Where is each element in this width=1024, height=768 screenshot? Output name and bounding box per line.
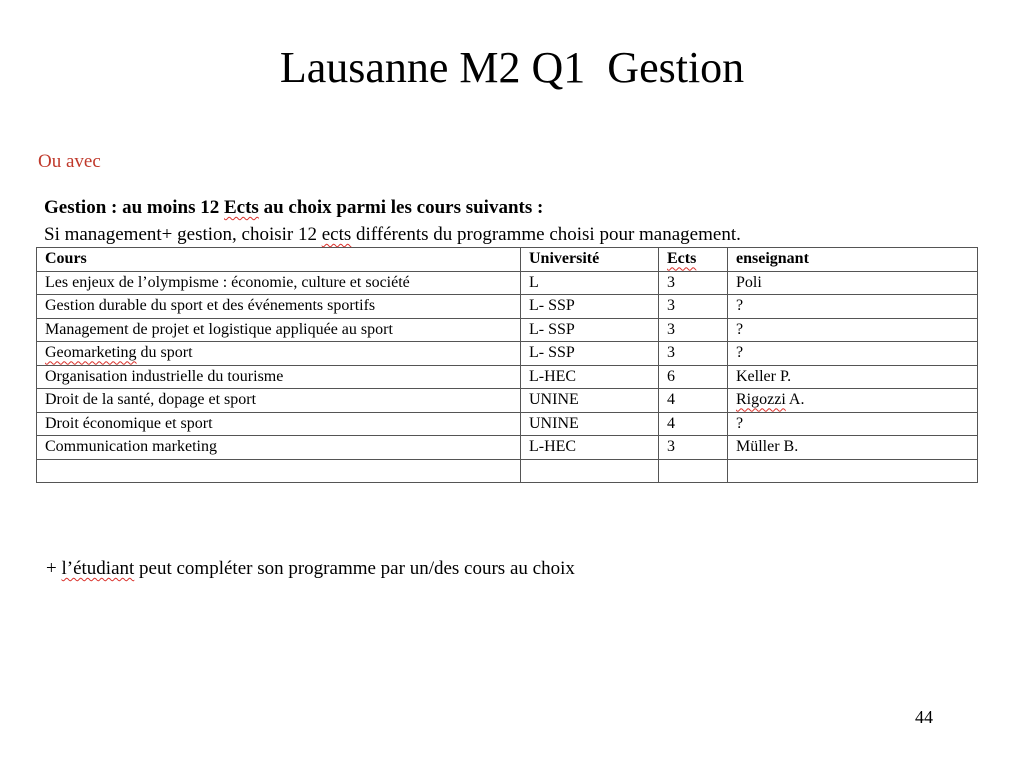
slide-title: Lausanne M2 Q1 Gestion [279, 43, 745, 92]
cell-cours [37, 389, 521, 413]
table-row [37, 412, 978, 436]
cell-cours-text: Droit économique et sport [45, 414, 213, 432]
footer-note [46, 557, 575, 581]
column-header-ects-text: Ects [667, 250, 697, 268]
column-header-universite: Université [521, 248, 659, 272]
cell-cours [37, 295, 521, 319]
cell-universite [521, 389, 659, 413]
table-row [37, 459, 978, 483]
cell-ects-text: 3 [667, 438, 675, 456]
cell-ects-text: 4 [667, 391, 675, 409]
slide-content [38, 150, 986, 483]
cell-enseignant-text: Rigozzi A. [736, 391, 805, 409]
section-subheading [44, 223, 986, 247]
cell-enseignant [728, 271, 978, 295]
heading-text-end: au choix parmi les cours suivants : [258, 197, 544, 218]
table-row [37, 389, 978, 413]
cell-cours [37, 318, 521, 342]
cell-ects-text: 3 [667, 297, 675, 315]
table-row [37, 318, 978, 342]
cell-universite [521, 342, 659, 366]
cell-universite-text: L [529, 273, 539, 291]
cell-enseignant [728, 342, 978, 366]
cell-enseignant-text: ? [736, 414, 744, 432]
cell-enseignant [728, 295, 978, 319]
cell-enseignant-text: Poli [736, 273, 762, 291]
cell-cours-text: Les enjeux de l’olympisme : économie, culture et société [45, 273, 410, 291]
cell-cours [37, 436, 521, 460]
column-header-enseignant: enseignant [728, 248, 978, 272]
cell-cours [37, 342, 521, 366]
cell-universite [521, 295, 659, 319]
table-row [37, 271, 978, 295]
cell-universite-text: L- SSP [529, 297, 575, 315]
cell-ects [659, 436, 728, 460]
cell-ects [659, 412, 728, 436]
cell-universite-text: UNINE [529, 414, 579, 432]
cell-universite-text: L-HEC [529, 367, 577, 385]
spellcheck-word: ects [321, 224, 352, 245]
cell-enseignant [728, 365, 978, 389]
cell-cours [37, 365, 521, 389]
cell-ects-text: 4 [667, 414, 675, 432]
cell-enseignant [728, 459, 978, 483]
cell-ects [659, 459, 728, 483]
cell-cours-text: Organisation industrielle du tourisme [45, 367, 284, 385]
cell-cours-text: Gestion durable du sport et des événements sportifs [45, 297, 376, 315]
cell-cours [37, 271, 521, 295]
cell-ects-text: 3 [667, 320, 675, 338]
table-row [37, 436, 978, 460]
intro-text: Ou avec [38, 151, 101, 172]
cell-universite [521, 412, 659, 436]
spellcheck-word: Ects [224, 197, 259, 218]
cell-cours [37, 459, 521, 483]
footer-text-start: + [46, 558, 62, 579]
cell-universite [521, 436, 659, 460]
cell-ects [659, 342, 728, 366]
cell-ects [659, 318, 728, 342]
cell-ects [659, 389, 728, 413]
cell-cours-text: Droit de la santé, dopage et sport [45, 391, 257, 409]
cell-universite-text: L-HEC [529, 438, 577, 456]
cell-enseignant [728, 436, 978, 460]
cell-enseignant [728, 318, 978, 342]
cell-universite-text: L- SSP [529, 344, 575, 362]
column-header-cours: Cours [37, 248, 521, 272]
table-body [37, 271, 978, 483]
cell-enseignant [728, 389, 978, 413]
section-heading [44, 196, 986, 220]
cell-ects [659, 295, 728, 319]
cell-ects [659, 271, 728, 295]
cell-universite [521, 318, 659, 342]
subheading-text-start: Si management+ gestion, choisir 12 [44, 224, 322, 245]
cell-cours-text: Geomarketing du sport [45, 344, 193, 362]
heading-text-start: Gestion : au moins 12 [44, 197, 224, 218]
cell-cours-text: Communication marketing [45, 438, 217, 456]
table-row [37, 295, 978, 319]
cell-enseignant-text: Keller P. [736, 367, 792, 385]
cell-universite [521, 459, 659, 483]
cell-enseignant-text: Müller B. [736, 438, 799, 456]
cell-ects-text: 3 [667, 344, 675, 362]
cell-universite [521, 271, 659, 295]
cell-enseignant [728, 412, 978, 436]
page-number: 44 [915, 707, 933, 727]
courses-table [36, 247, 978, 483]
column-header-ects [659, 248, 728, 272]
cell-universite [521, 365, 659, 389]
cell-ects-text: 6 [667, 367, 675, 385]
cell-enseignant-text: ? [736, 344, 744, 362]
table-row [37, 342, 978, 366]
cell-cours [37, 412, 521, 436]
spellcheck-word: l’étudiant [61, 558, 135, 579]
cell-universite-text: L- SSP [529, 320, 575, 338]
subheading-text-end: différents du programme choisi pour management. [351, 224, 741, 245]
cell-ects-text: 3 [667, 273, 675, 291]
table-row [37, 365, 978, 389]
table-header-row [37, 248, 978, 272]
cell-cours-text: Management de projet et logistique appliquée au sport [45, 320, 393, 338]
cell-enseignant-text: ? [736, 297, 744, 315]
cell-ects [659, 365, 728, 389]
cell-universite-text: UNINE [529, 391, 579, 409]
cell-enseignant-text: ? [736, 320, 744, 338]
footer-text-end: peut compléter son programme par un/des cours au choix [134, 558, 575, 579]
